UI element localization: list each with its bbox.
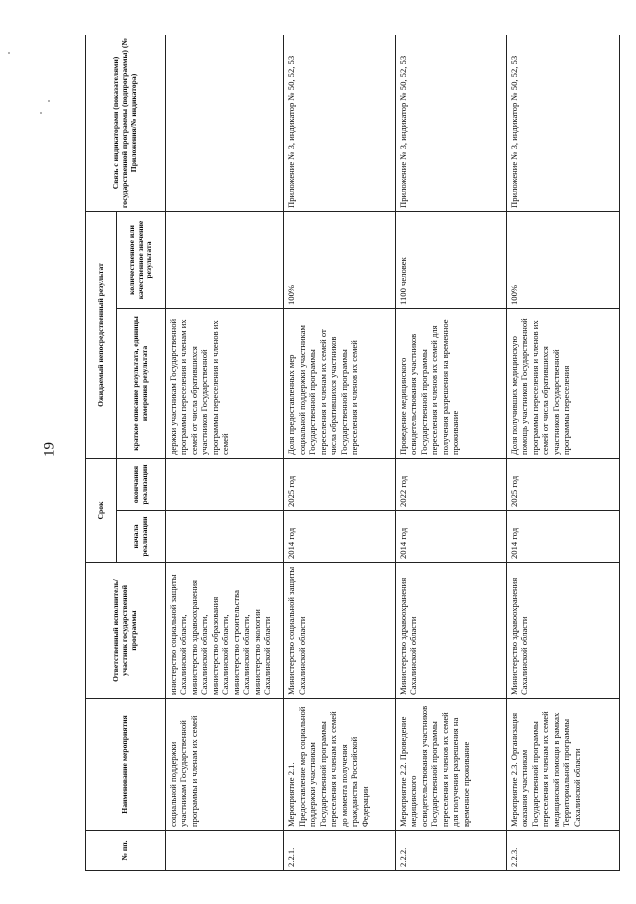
cell-value: 100% <box>506 211 619 308</box>
table-row <box>284 35 395 871</box>
scan-speck <box>40 112 42 114</box>
cell-start: 2014 год <box>284 511 395 563</box>
cell-num: 2.2.2. <box>395 831 506 871</box>
cell-name: социальной поддержки участникам Государственной программы и членам их семей <box>166 699 284 831</box>
scan-speck <box>8 52 10 54</box>
cell-start <box>166 511 284 563</box>
cell-end <box>166 458 284 510</box>
cell-value <box>166 211 284 308</box>
cell-link: Приложение № 3, индикатор № 50, 52, 53 <box>506 35 619 211</box>
cell-link: Приложение № 3, индикатор № 50, 52, 53 <box>284 35 395 211</box>
cell-end: 2025 год <box>284 458 395 510</box>
header-name: Наименование мероприятия <box>86 699 166 831</box>
header-expected-desc: краткое описание результата, единицы измерения результата <box>117 308 166 458</box>
table-row <box>395 35 506 871</box>
cell-responsible: Министерство социальной защиты Сахалинской области <box>284 563 395 699</box>
cell-responsible: инистерство социальной защиты Сахалинской области, министерство здравоохранения Сахалинской области, министерство образования Сахалинской области, министерство строительства Сахалинской области, министерство экологии Сахалинской области <box>166 563 284 699</box>
cell-num: 2.2.3. <box>506 831 619 871</box>
cell-start: 2014 год <box>395 511 506 563</box>
header-expected: Ожидаемый непосредственный результат <box>86 211 117 458</box>
cell-num: 2.2.1. <box>284 831 395 871</box>
cell-desc: держки участникам Государственной программы переселения и членам их семей от числа обратившихся участников Государственной программы переселения и членов их семей <box>166 308 284 458</box>
table-row <box>166 35 284 871</box>
header-responsible: Ответственный исполнитель/участник государственной программы <box>86 563 166 699</box>
header-term-start: начала реализации <box>117 511 166 563</box>
header-expected-value: количественное или качественное значение результата <box>117 211 166 308</box>
header-term-end: окончания реализации <box>117 458 166 510</box>
table-row <box>506 35 619 871</box>
cell-responsible: Министерство здравоохранения Сахалинской области <box>506 563 619 699</box>
measures-table <box>85 35 620 871</box>
cell-link: Приложение № 3, индикатор № 50, 52, 53 <box>395 35 506 211</box>
cell-desc: Доля получивших медицинскую помощь участников Государственной программы переселения и членов их семей от числа обратившихся участников Государственной программы переселения <box>506 308 619 458</box>
scan-speck <box>48 100 50 102</box>
header-row <box>86 35 117 871</box>
header-link: Связь с индикаторами (показателями) государственной программы (подпрограммы) (№ Приложения/№ индикатора) <box>86 35 166 211</box>
cell-end: 2022 год <box>395 458 506 510</box>
page-number: 19 <box>41 442 58 457</box>
cell-start: 2014 год <box>506 511 619 563</box>
table-viewport <box>85 35 620 871</box>
cell-link <box>166 35 284 211</box>
cell-name: Мероприятие 2.1. Предоставление мер социальной поддержки участникам Государственной программы переселения и членам их семей до момента получения гражданства Российской Федерации <box>284 699 395 831</box>
cell-name: Мероприятие 2.2. Проведение медицинского освидетельствования участников Государственной программы переселения и членов их семей для получения разрешения на временное проживание <box>395 699 506 831</box>
cell-desc: Доля предоставленных мер социальной поддержки участникам Государственной программы переселения и членам их семей от числа обратившихся участников Государственной программы переселения и членов их семей <box>284 308 395 458</box>
cell-name: Мероприятие 2.3. Организация оказания участникам Государственной программы переселения и членам их семей медицинской помощи в рамках Территориальной программы Сахалинской области <box>506 699 619 831</box>
cell-desc: Проведение медицинского освидетельствования участников Государственной программы переселения и членов их семей для получения разрешения на временное проживание <box>395 308 506 458</box>
header-num: № пп. <box>86 831 166 871</box>
cell-value: 1100 человек <box>395 211 506 308</box>
cell-end: 2025 год <box>506 458 619 510</box>
cell-responsible: Министерство здравоохранения Сахалинской области <box>395 563 506 699</box>
cell-num <box>166 831 284 871</box>
cell-value: 100% <box>284 211 395 308</box>
header-term: Срок <box>86 458 117 562</box>
